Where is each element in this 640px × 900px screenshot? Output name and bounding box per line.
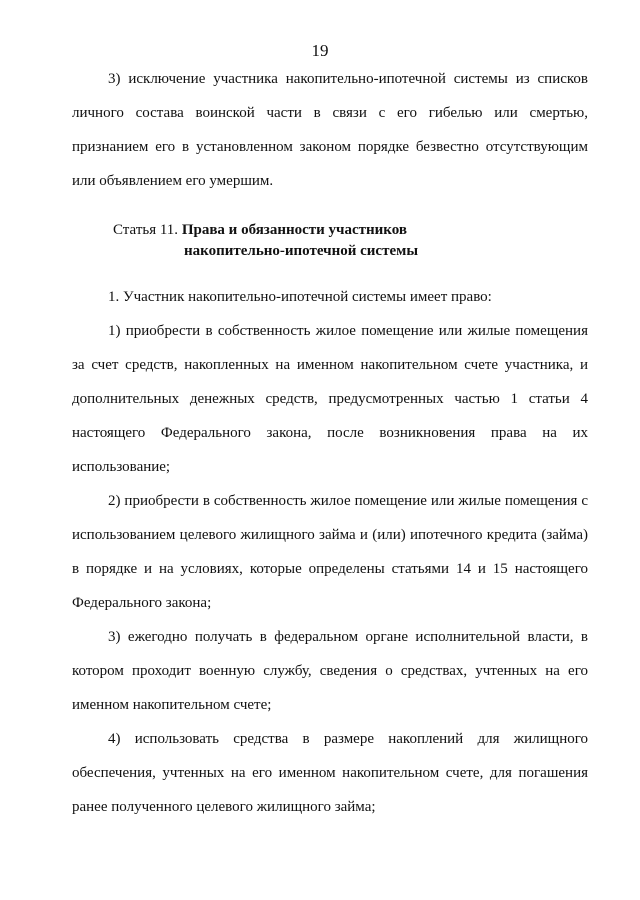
article-heading	[113, 220, 418, 262]
page-number: 19	[311, 41, 329, 60]
paragraph-intro	[72, 62, 588, 198]
paragraph-text: 3) ежегодно получать в федеральном органе исполнительной власти, в котором проходит военную службу, сведения о средствах, учтенных на его именном накопительном счете;	[72, 629, 588, 713]
paragraph-item-3	[72, 620, 588, 722]
paragraph-item-2	[72, 484, 588, 620]
paragraph-text: 3) исключение участника накопительно-ипотечной системы из списков личного состава воинской части в связи с его гибелью или смертью, признанием его в установленном законом порядке безвестно отсутствующим или объявлением его умершим.	[72, 71, 588, 189]
paragraph-text: 1) приобрести в собственность жилое помещение или жилые помещения за счет средств, накопленных на именном накопительном счете участника, и дополнительных денежных средств, предусмотренных частью 1 статьи 4 настоящего Федерального закона, после возникновения права на их использование;	[72, 323, 588, 475]
article-number: Статья 11.	[113, 222, 179, 238]
paragraph-text: 2) приобрести в собственность жилое помещение или жилые помещения с использованием целевого жилищного займа и (или) ипотечного кредита (займа) в порядке и на условиях, которые определены статьями 14 и 15 настоящего Федерального закона;	[72, 493, 588, 611]
article-title-line2: накопительно-ипотечной системы	[184, 243, 419, 259]
paragraph-text: 4) использовать средства в размере накоплений для жилищного обеспечения, учтенных на его именном накопительном счете, для погашения ранее полученного целевого жилищного займа;	[72, 731, 588, 815]
paragraph-text: 1. Участник накопительно-ипотечной системы имеет право:	[108, 289, 492, 305]
article-title-line1: Права и обязанности участников	[181, 222, 407, 238]
paragraph-item-4	[72, 722, 588, 824]
paragraph-item-1	[72, 314, 588, 484]
paragraph-1	[72, 280, 588, 314]
